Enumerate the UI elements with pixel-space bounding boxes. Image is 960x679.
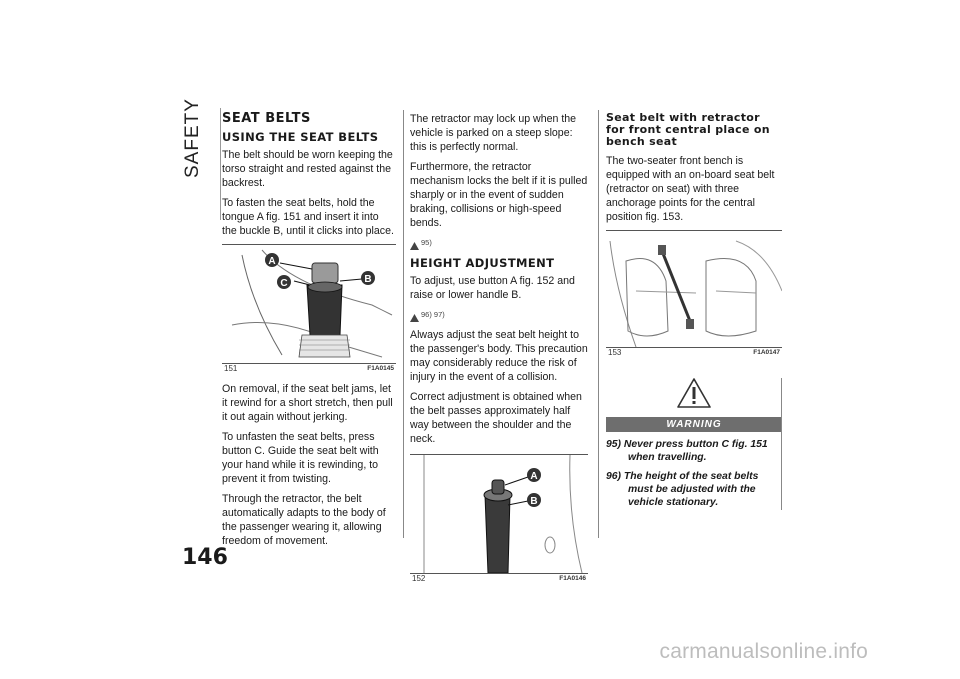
figure-code: F1A0146 — [559, 575, 586, 582]
warning-ref-text: 95) — [421, 238, 432, 247]
warning-triangle-icon — [410, 314, 419, 322]
paragraph: The retractor may lock up when the vehicle is parked on a steep slope: this is perfectly normal. — [410, 113, 577, 153]
figure-151 — [222, 244, 396, 373]
label-b: B — [530, 496, 538, 507]
figure-153 — [606, 230, 782, 357]
paragraph: Furthermore, the retractor mechanism locks the belt if it is pulled sharply or in the event of sudden braking, collisions or high-speed bends. — [410, 161, 588, 229]
column-divider — [403, 110, 404, 538]
paragraph: Correct adjustment is obtained when the belt passes approximately half way between the shoulder and the neck. — [410, 391, 582, 445]
paragraph: To fasten the seat belts, hold the tongue A fig. 151 and insert it into the buckle B, until it clicks into place. — [222, 197, 394, 237]
figure-code: F1A0147 — [753, 349, 780, 356]
warning-box-border — [781, 378, 782, 510]
paragraph: The belt should be worn keeping the torso straight and rested against the backrest. — [222, 149, 393, 189]
page-title: SEAT BELTS — [222, 111, 311, 126]
section-label-text: SAFETY — [182, 98, 203, 178]
column-divider — [598, 110, 599, 538]
warning-box — [606, 378, 782, 509]
column-1 — [222, 112, 396, 554]
paragraph: Through the retractor, the belt automatically adapts to the body of the passenger wearing it, allowing freedom of movement. — [222, 493, 386, 547]
paragraph: To adjust, use button A fig. 152 and raise or lower handle B. — [410, 275, 575, 301]
label-a: A — [268, 256, 276, 267]
bench-seat-illustration — [606, 231, 782, 347]
warning-item: 95) Never press button C fig. 151 when travelling. — [606, 439, 768, 463]
height-adjuster-illustration — [410, 455, 588, 573]
section-rule — [220, 108, 221, 220]
figure-number: 153 — [608, 348, 622, 357]
warning-title: WARNING — [606, 417, 782, 432]
paragraph: The two-seater front bench is equipped with an on-board seat belt (retractor on seat) with three anchorage points for the central position fig. 153. — [606, 155, 775, 223]
watermark: carmanualsonline.info — [659, 640, 868, 663]
section-heading-height: HEIGHT ADJUSTMENT — [410, 256, 555, 270]
warning-item: 96) The height of the seat belts must be adjusted with the vehicle stationary. — [606, 471, 759, 508]
figure-code: F1A0145 — [367, 365, 394, 372]
paragraph: On removal, if the seat belt jams, let it rewind for a short stretch, then pull it out again without jerking. — [222, 383, 393, 423]
warning-reference — [410, 308, 588, 322]
warning-triangle-icon — [410, 242, 419, 250]
column-3 — [606, 112, 782, 356]
warning-reference — [410, 236, 588, 250]
section-label — [178, 98, 218, 178]
section-heading-central-seat: Seat belt with retractor for front central place on bench seat — [606, 111, 770, 148]
figure-number: 151 — [224, 364, 238, 373]
figure-152 — [410, 454, 588, 583]
paragraph: To unfasten the seat belts, press button C. Guide the seat belt with your hand while it is rewinding, to prevent it from twisting. — [222, 431, 379, 485]
warning-triangle-icon — [677, 378, 711, 408]
warning-icon-wrap — [606, 378, 782, 413]
column-2 — [410, 112, 588, 582]
seat-belt-buckle-illustration — [222, 245, 396, 363]
paragraph: Always adjust the seat belt height to the passenger's body. This precaution may considerably reduce the risk of injury in the event of a collision. — [410, 329, 588, 383]
label-c: C — [280, 278, 288, 289]
section-heading-using: USING THE SEAT BELTS — [222, 130, 379, 144]
figure-number: 152 — [412, 574, 426, 583]
label-b: B — [364, 274, 372, 285]
page-number: 146 — [182, 545, 228, 570]
label-a: A — [530, 471, 538, 482]
warning-ref-text: 96) 97) — [421, 310, 445, 319]
